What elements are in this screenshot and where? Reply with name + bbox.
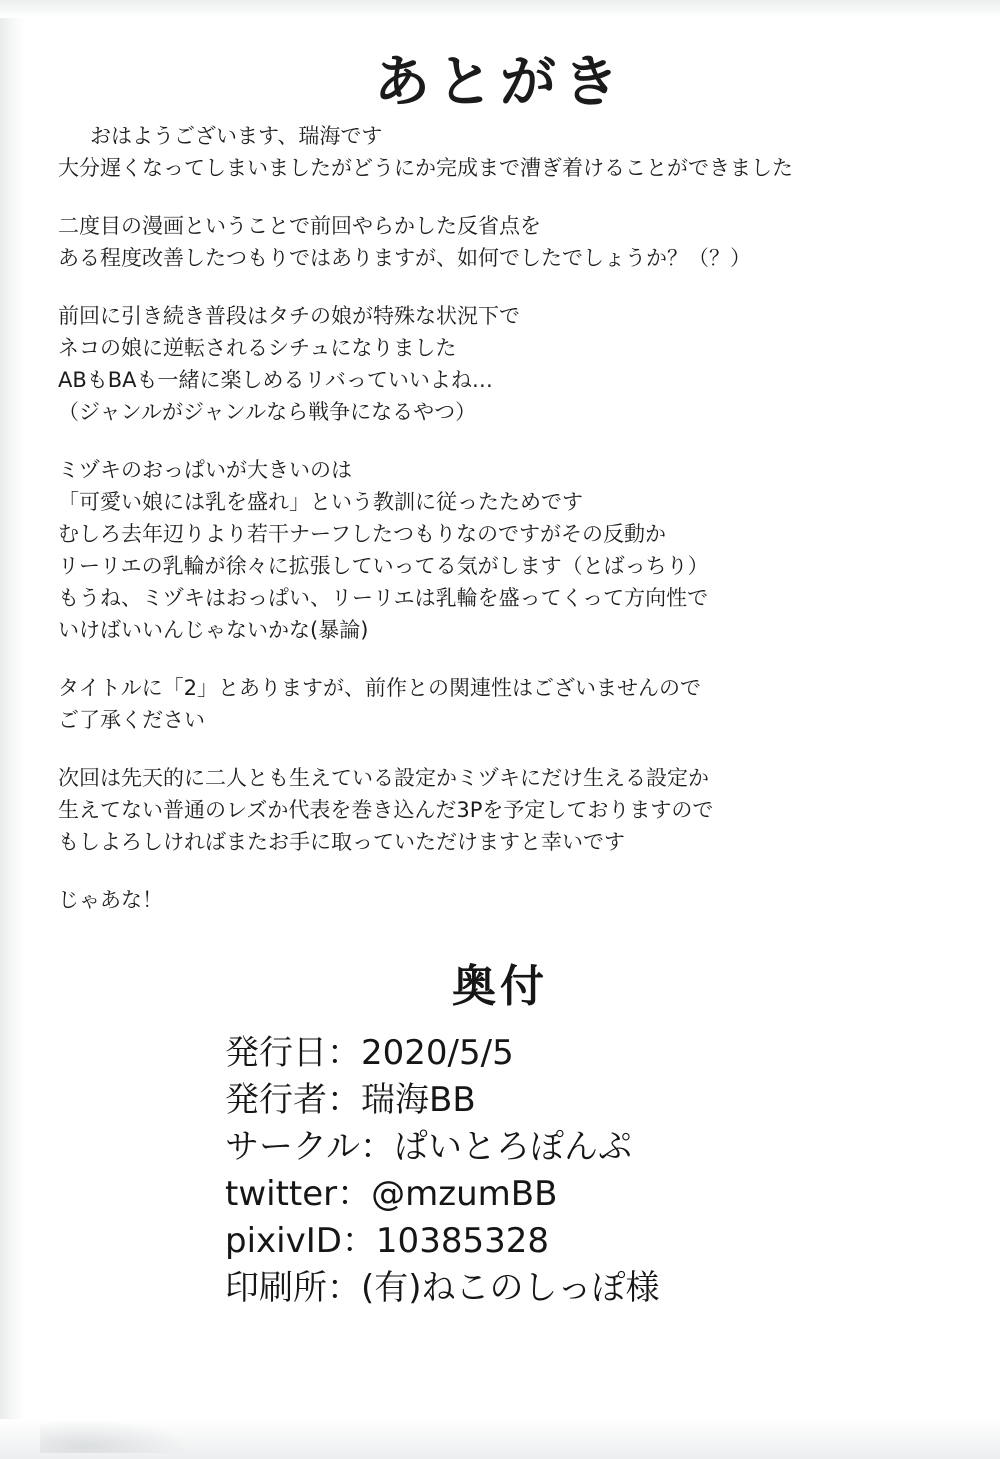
colophon-row: twitter：@mzumBB [225, 1174, 558, 1214]
afterword-paragraph [58, 454, 948, 646]
page-edge-shading-bottom [0, 1419, 1000, 1459]
afterword-line: 「可愛い娘には乳を盛れ」という教訓に従ったためです [58, 490, 583, 514]
afterword-line: 次回は先天的に二人とも生えている設定かミヅキにだけ生える設定か [58, 766, 709, 790]
afterword-paragraph [58, 884, 948, 916]
afterword-line: リーリエの乳輪が徐々に拡張していってる気がします（とばっちり） [58, 554, 709, 578]
page-corner-smudge [40, 1419, 190, 1453]
afterword-line: ミヅキのおっぱいが大きいのは [58, 458, 352, 482]
afterword-line: 生えてない普通のレズか代表を巻き込んだ3Pを予定しておりますので [58, 798, 714, 822]
afterword-line: いけばいいんじゃないかな(暴論) [58, 618, 369, 642]
afterword-line: ご了承ください [58, 708, 205, 732]
afterword-body [58, 120, 948, 916]
colophon-row: 印刷所：(有)ねこのしっぽ様 [225, 1268, 660, 1308]
afterword-line: 二度目の漫画ということで前回やらかした反省点を [58, 214, 541, 238]
afterword-paragraph [58, 210, 948, 274]
afterword-line: タイトルに「2」とありますが、前作との関連性はございませんので [58, 676, 701, 700]
afterword-line: もしよろしければまたお手に取っていただけますと幸いです [58, 830, 625, 854]
afterword-paragraph [58, 672, 948, 736]
colophon-row: 発行日：2020/5/5 [225, 1033, 514, 1073]
afterword-paragraph [58, 120, 948, 184]
page-edge-shading-left [0, 0, 26, 1459]
afterword-line: 前回に引き続き普段はタチの娘が特殊な状況下で [58, 304, 520, 328]
afterword-line: ネコの娘に逆転されるシチュになりました [58, 336, 457, 360]
afterword-line: ABもBAも一緒に楽しめるリバっていいよね… [58, 368, 493, 392]
afterword-heading: あとがき [374, 50, 626, 115]
colophon-row: pixivID：10385328 [225, 1221, 549, 1261]
afterword-paragraph [58, 762, 948, 858]
afterword-line: もうね、ミヅキはおっぱい、リーリエは乳輪を盛ってくって方向性で [58, 586, 709, 610]
afterword-line: （ジャンルがジャンルなら戦争になるやつ） [58, 400, 477, 424]
colophon-heading: 奥付 [452, 961, 548, 1012]
colophon-row: 発行者：瑞海BB [225, 1080, 476, 1120]
afterword-line: むしろ去年辺りより若干ナーフしたつもりなのですがその反動か [58, 522, 666, 546]
colophon-list [225, 1030, 945, 1312]
afterword-line: ある程度改善したつもりではありますが、如何でしたでしょうか？（？） [58, 246, 751, 270]
afterword-line: 大分遅くなってしまいましたがどうにか完成まで漕ぎ着けることができました [58, 156, 793, 180]
afterword-line: おはようございます、瑞海です [90, 124, 383, 148]
colophon-row: サークル：ぱいとろぽんぷ [225, 1127, 632, 1167]
afterword-paragraph [58, 300, 948, 428]
page-edge-shading-top [0, 0, 1000, 18]
afterword-line: じゃあな！ [58, 888, 163, 912]
